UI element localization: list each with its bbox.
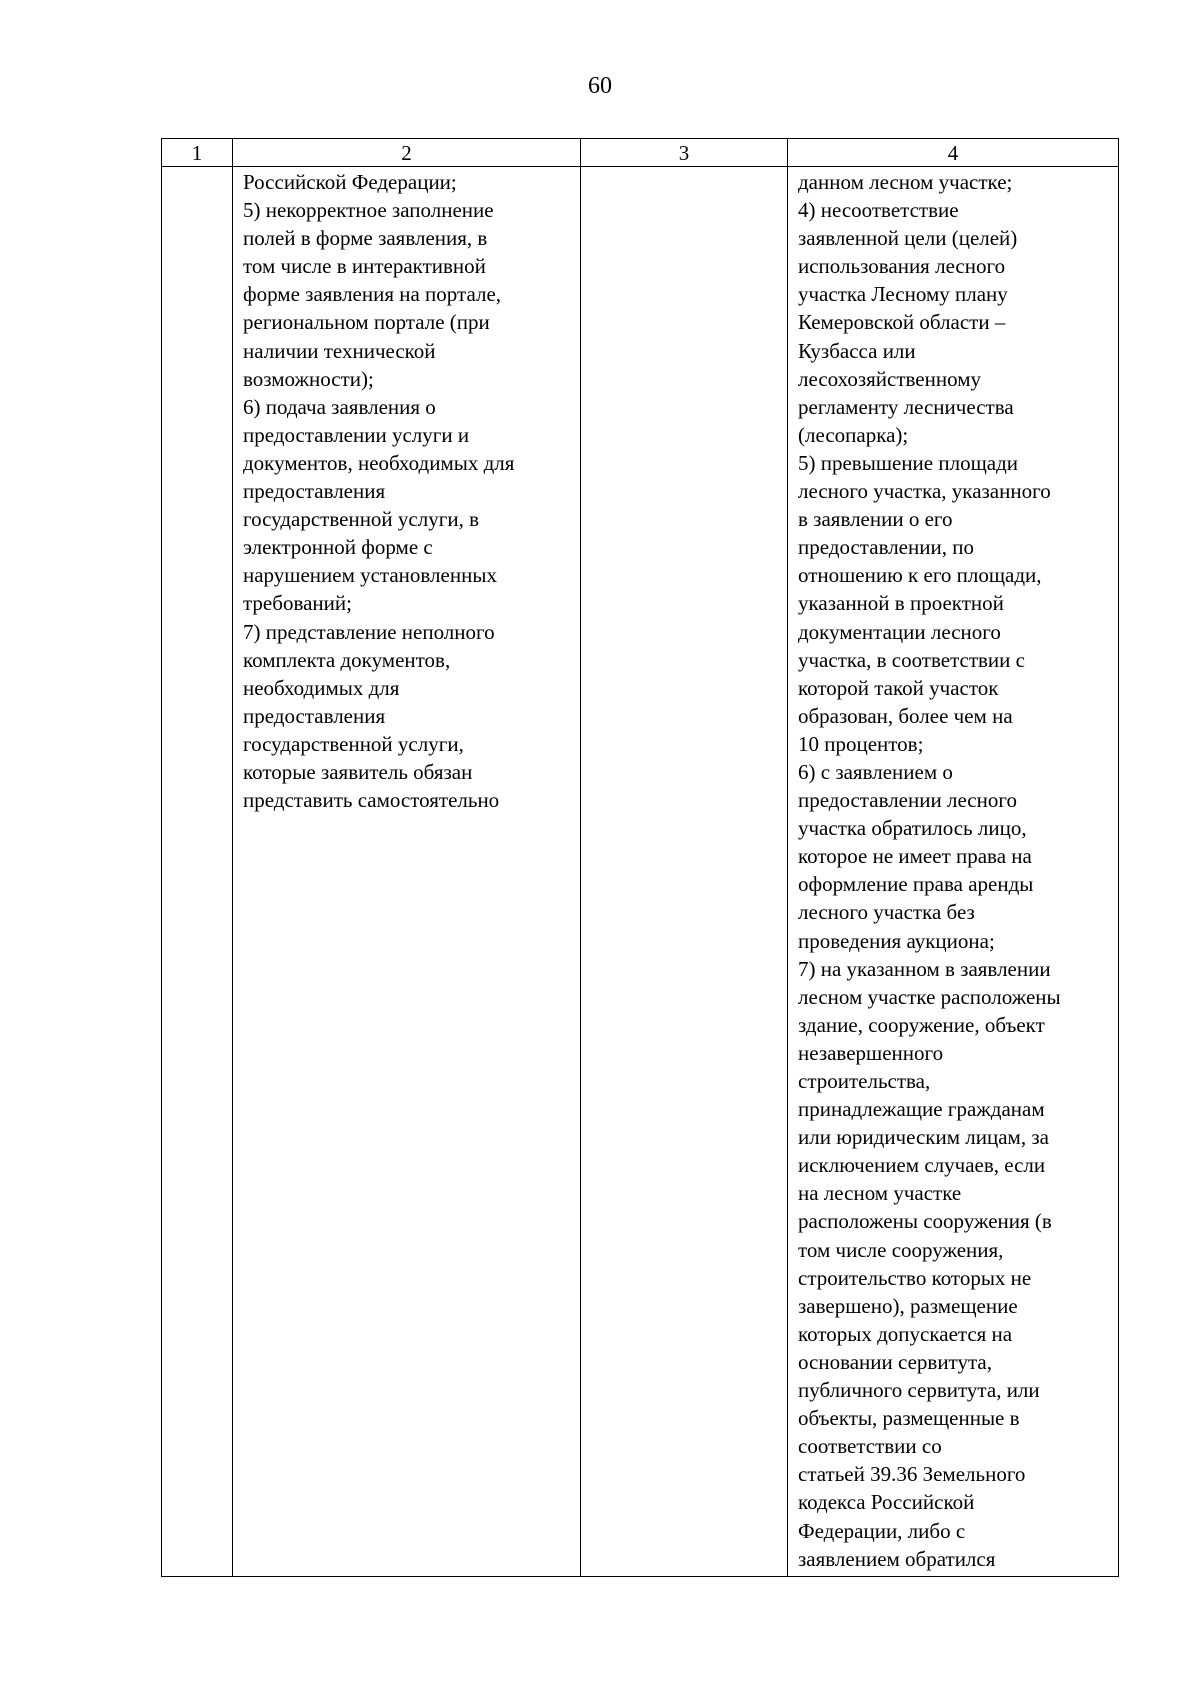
cell-text-line: исключением случаев, если — [798, 1153, 1046, 1178]
cell-text-line: оформление права аренды — [798, 872, 1034, 897]
table-header-row — [162, 139, 1119, 167]
cell-col-1 — [162, 167, 233, 1577]
cell-text-line: участка, в соответствии с — [798, 647, 1025, 672]
cell-text-line: использования лесного — [798, 254, 1006, 279]
cell-text-line: электронной форме с — [243, 535, 433, 560]
cell-text-line: которых допускается на — [798, 1321, 1013, 1346]
cell-text-line: образован, более чем на — [798, 703, 1013, 728]
cell-text-line: государственной услуги, в — [243, 507, 479, 532]
cell-text-line: проведения аукциона; — [798, 928, 995, 953]
cell-text-line: завершено), размещение — [798, 1293, 1018, 1318]
cell-text-line: полей в форме заявления, в — [243, 226, 488, 251]
cell-text-line: на лесном участке — [798, 1181, 962, 1206]
cell-text-line: расположены сооружения (в — [798, 1209, 1052, 1234]
cell-text-line: комплекта документов, — [243, 647, 451, 672]
cell-col-4 — [788, 167, 1119, 1577]
cell-text-line: объекты, размещенные в — [798, 1406, 1020, 1431]
cell-text-line: здание, сооружение, объект — [798, 1012, 1045, 1037]
cell-text-line: кодекса Российской — [798, 1490, 975, 1515]
cell-text-line: наличии технической — [243, 338, 436, 363]
cell-text-line: участка Лесному плану — [798, 282, 1008, 307]
cell-text-line: публичного сервитута, или — [798, 1378, 1040, 1403]
cell-text-line: форме заявления на портале, — [243, 282, 502, 307]
cell-text-line: предоставлении, по — [798, 535, 974, 560]
document-table — [161, 138, 1119, 1577]
cell-text-line: (лесопарка); — [798, 422, 909, 447]
cell-text-line: соответствии со — [798, 1434, 942, 1459]
page-number: 60 — [588, 73, 612, 99]
cell-text-line: 4) несоответствие — [798, 198, 959, 223]
column-header-4: 4 — [788, 139, 1119, 167]
cell-text-line: 6) с заявлением о — [798, 759, 953, 784]
cell-text-line: 5) некорректное заполнение — [243, 198, 494, 223]
cell-text-line: необходимых для — [243, 675, 400, 700]
cell-text-line: которые заявитель обязан — [243, 759, 473, 784]
cell-text-line: документов, необходимых для — [243, 450, 515, 475]
cell-text-line: основании сервитута, — [798, 1349, 992, 1374]
column-header-3: 3 — [581, 139, 788, 167]
cell-text-line: предоставления — [243, 703, 386, 728]
cell-text-line: Федерации, либо с — [798, 1518, 966, 1543]
cell-text-line: том числе в интерактивной — [243, 254, 486, 279]
column-header-1: 1 — [162, 139, 233, 167]
table-row — [162, 167, 1119, 1577]
cell-text-line: лесного участка, указанного — [798, 479, 1051, 504]
cell-text-line: 5) превышение площади — [798, 450, 1018, 475]
cell-text-line: лесохозяйственному — [798, 366, 981, 391]
cell-text-line: предоставлении услуги и — [243, 422, 470, 447]
column-header-2: 2 — [233, 139, 581, 167]
cell-text-line: участка обратилось лицо, — [798, 816, 1027, 841]
cell-text-line: предоставлении лесного — [798, 788, 1017, 813]
cell-text-line: региональном портале (при — [243, 310, 490, 335]
cell-text-line: данном лесном участке; — [798, 170, 1013, 194]
cell-text-line: нарушением установленных — [243, 563, 497, 588]
cell-text-line: возможности); — [243, 366, 374, 391]
cell-text-line: принадлежащие гражданам — [798, 1097, 1045, 1122]
cell-text-line: лесного участка без — [798, 900, 975, 925]
cell-text-line: 10 процентов; — [798, 731, 924, 756]
cell-text-line: представить самостоятельно — [243, 788, 500, 813]
cell-text-line: которое не имеет права на — [798, 844, 1032, 869]
cell-text-line: Российской Федерации; — [243, 170, 457, 194]
cell-col-3 — [581, 167, 788, 1577]
cell-text-line: 7) на указанном в заявлении — [798, 956, 1051, 981]
cell-text-line: Кузбасса или — [798, 338, 916, 363]
cell-text-line: указанной в проектной — [798, 591, 1004, 616]
cell-text-line: том числе сооружения, — [798, 1237, 1004, 1262]
cell-text-line: лесном участке расположены — [798, 984, 1061, 1009]
cell-text-line: 7) представление неполного — [243, 619, 495, 644]
cell-text-line: или юридическим лицам, за — [798, 1125, 1049, 1150]
cell-text-line: документации лесного — [798, 619, 1001, 644]
cell-text-line: предоставления — [243, 479, 386, 504]
cell-col-2 — [233, 167, 581, 1577]
cell-text-line: Кемеровской области – — [798, 310, 1006, 335]
cell-text-line: в заявлении о его — [798, 507, 953, 532]
cell-text-line: регламенту лесничества — [798, 394, 1014, 419]
cell-text-line: строительства, — [798, 1069, 931, 1093]
cell-text-line: незавершенного — [798, 1040, 944, 1065]
cell-text-line: отношению к его площади, — [798, 563, 1042, 588]
cell-text-line: которой такой участок — [798, 675, 999, 700]
cell-text-line: строительство которых не — [798, 1265, 1032, 1290]
cell-text-line: 6) подача заявления о — [243, 394, 436, 419]
cell-text-line: статьей 39.36 Земельного — [798, 1462, 1026, 1487]
cell-text-line: заявленной цели (целей) — [798, 226, 1018, 251]
cell-text-line: государственной услуги, — [243, 731, 464, 756]
cell-text-line: требований; — [243, 591, 352, 616]
cell-text-line: заявлением обратился — [798, 1546, 996, 1571]
